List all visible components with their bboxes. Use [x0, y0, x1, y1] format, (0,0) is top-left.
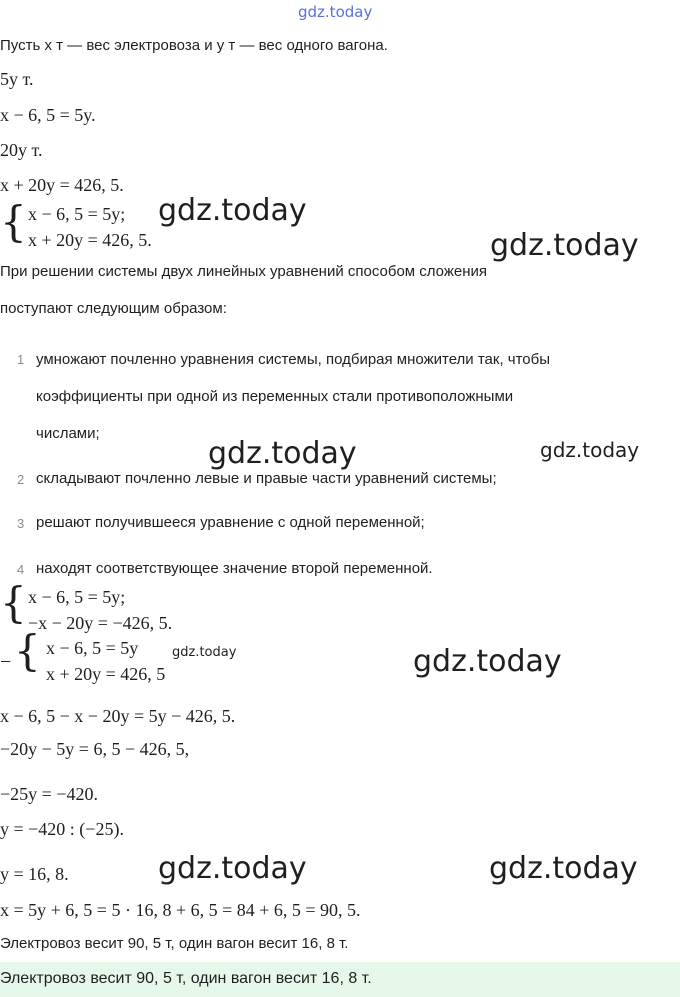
- step-number: 1: [17, 352, 25, 367]
- system-equation: x − 6, 5 = 5y;: [28, 204, 126, 224]
- watermark: gdz.today: [158, 193, 307, 228]
- intro-text: Пусть x т — вес электровоза и y т — вес одного вагона.: [0, 37, 388, 54]
- step-number: 3: [17, 516, 25, 531]
- step-text: коэффициенты при одной из переменных стали противоположными: [36, 388, 514, 405]
- system-equation: x + 20y = 426, 5.: [28, 230, 152, 250]
- step-text: складывают почленно левые и правые части уравнений системы;: [36, 470, 497, 487]
- system-brace: {: [14, 626, 41, 675]
- step-text: числами;: [36, 425, 100, 442]
- watermark-top: gdz.today: [298, 3, 373, 21]
- watermark: gdz.today: [172, 645, 237, 660]
- system-equation: x − 6, 5 = 5y: [46, 638, 139, 658]
- system-equation: −x − 20y = −426, 5.: [28, 613, 173, 633]
- equation-line: 20y т.: [0, 140, 43, 160]
- step-text: решают получившееся уравнение с одной переменной;: [36, 514, 425, 531]
- watermark: gdz.today: [208, 436, 357, 471]
- watermark: gdz.today: [489, 851, 638, 886]
- watermark: gdz.today: [158, 851, 307, 886]
- system-equation: x − 6, 5 = 5y;: [28, 587, 126, 607]
- equation-line: x + 20y = 426, 5.: [0, 175, 124, 195]
- solution-line: y = −420 : (−25).: [0, 819, 124, 839]
- system-brace: {: [0, 578, 27, 627]
- system-equation: x + 20y = 426, 5: [46, 664, 166, 684]
- equation-line: 5y т.: [0, 69, 34, 89]
- solution-line: x − 6, 5 − x − 20y = 5y − 426, 5.: [0, 706, 236, 726]
- step-text: умножают почленно уравнения системы, подбирая множители так, чтобы: [36, 351, 551, 368]
- watermark: gdz.today: [413, 644, 562, 679]
- solution-line: x = 5y + 6, 5 = 5 · 16, 8 + 6, 5 = 84 + 6, 5 = 90, 5.: [0, 900, 361, 920]
- answer-text: Электровоз весит 90, 5 т, один вагон весит 16, 8 т.: [0, 970, 372, 987]
- minus-sign: −: [0, 651, 12, 673]
- solution-line: y = 16, 8.: [0, 864, 69, 884]
- conclusion-text: Электровоз весит 90, 5 т, один вагон весит 16, 8 т.: [0, 935, 349, 952]
- method-intro: При решении системы двух линейных уравнений способом сложения: [0, 263, 488, 280]
- watermark: gdz.today: [540, 438, 640, 462]
- watermark: gdz.today: [490, 228, 639, 263]
- step-number: 4: [17, 562, 25, 577]
- solution-line: −25y = −420.: [0, 784, 98, 804]
- solution-line: −20y − 5y = 6, 5 − 426, 5,: [0, 739, 190, 759]
- method-intro: поступают следующим образом:: [0, 300, 227, 317]
- step-number: 2: [17, 472, 25, 487]
- system-brace: {: [0, 197, 27, 246]
- equation-line: x − 6, 5 = 5y.: [0, 105, 96, 125]
- answer-box: [0, 962, 680, 997]
- step-text: находят соответствующее значение второй переменной.: [36, 560, 433, 577]
